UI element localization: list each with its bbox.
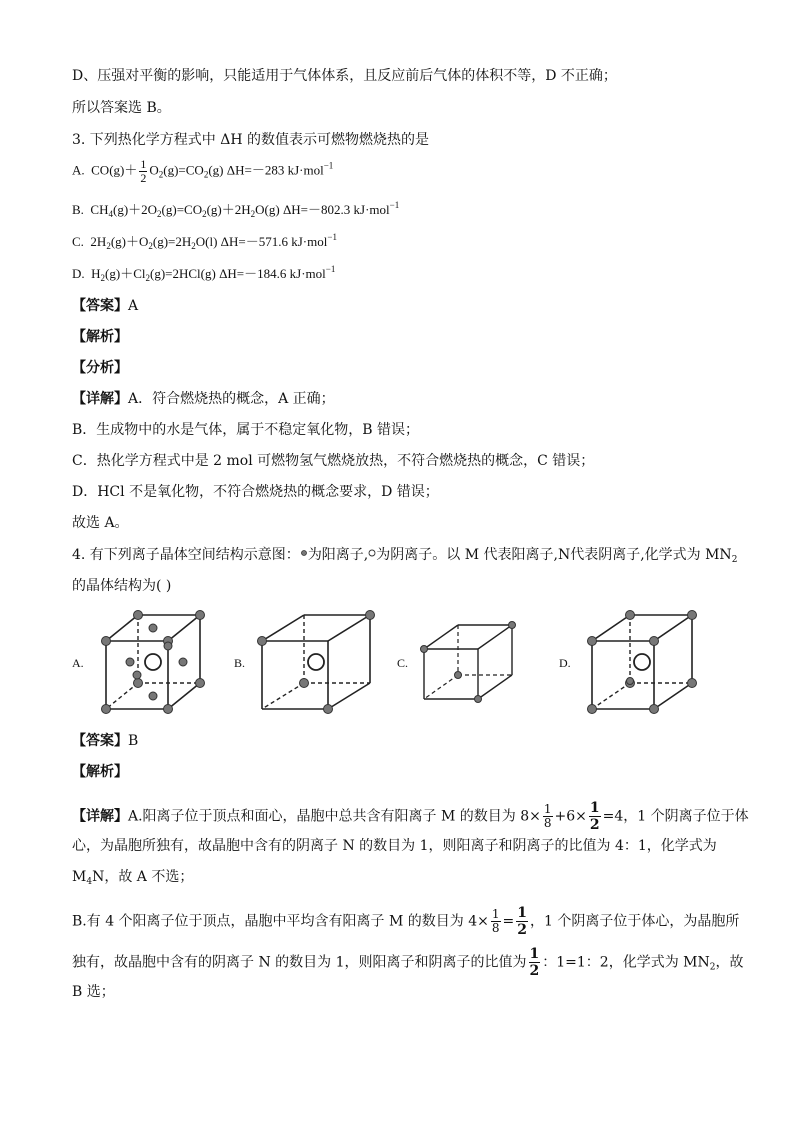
fraction-half: $\frac{1}{2}$ — [140, 157, 147, 185]
q4-detail-b-line1: B.有 4 个阳离子位于顶点，晶胞中平均含有阳离子 M 的数目为 4× $\frac{1}{8}$ = $\frac{1}{2}$ ，1 个阴离子位于体心，为晶胞所 — [72, 905, 740, 938]
answer-tag: 【答案】 — [72, 298, 128, 314]
cation-dot-icon — [300, 549, 308, 557]
exp: −1 — [327, 232, 337, 242]
q4-detail-b-line2: 独有，故晶胞中含有的阴离子 N 的数目为 1，则阳离子和阴离子的比值为 $\frac{1}{2}$ ：1=1：2，化学式为 $MN_2$，故 — [72, 946, 744, 979]
b-line2-pre: 独有，故晶胞中含有的阴离子 N 的数目为 1，则阳离子和阴离子的比值为 — [72, 954, 527, 971]
crystal-structure-b — [252, 605, 382, 723]
q4-stem-line1: 4. 有下列离子晶体空间结构示意图： 为阳离子, 为阴离子。以 M 代表阳离子,N代表阴离子,化学式为 $MN_2$ — [72, 547, 738, 565]
detail-a-text: A．符合燃烧热的概念，A 正确； — [128, 391, 335, 407]
q4-detail-a-line2: 心，为晶胞所独有，故晶胞中含有的阴离子 N 的数目为 1，则阳离子和阴离子的比值为 4：1，化学式为 — [72, 838, 717, 854]
option-b-label: B. — [72, 202, 84, 217]
b-line2-end: ，故 — [715, 954, 744, 971]
answer-tag: 【答案】 — [72, 733, 128, 749]
fraction-half: $\frac{1}{2}$ — [517, 905, 527, 938]
fraction-one-eighth: $\frac{1}{8}$ — [491, 907, 500, 935]
q3-detail-c: C．热化学方程式中是 2 mol 可燃物氢气燃烧放热，不符合燃烧热的概念，C 错误； — [72, 453, 595, 469]
q4-stem-line2: 的晶体结构为( ) — [72, 578, 172, 594]
cube-label-b: B. — [234, 656, 246, 670]
q3-detail-a — [72, 389, 335, 409]
crystal-structure-c — [416, 605, 522, 709]
b-text2: ，1 个阴离子位于体心，为晶胞所 — [530, 913, 740, 930]
q4-stem-part1: 4. 有下列离子晶体空间结构示意图： — [72, 547, 300, 563]
exp: −1 — [323, 160, 334, 171]
q3-jiexi: 【解析】 — [72, 329, 128, 345]
q4-detail-b-line3: B 选； — [72, 984, 115, 1000]
cube-label-a: A. — [72, 656, 84, 670]
q3-option-c: C. $2H_2(g)+O_2(g)=2H_2O(l)$ ΔH=－571.6 kJ·mol$^{-1}$ — [72, 232, 337, 251]
exp: −1 — [389, 200, 400, 210]
a-text2: ，1 个阴离子位于体 — [623, 808, 749, 825]
q3-conclusion: 故选 A。 — [72, 515, 129, 531]
fraction-half: $\frac{1}{2}$ — [589, 800, 600, 833]
option-d-label: D. — [72, 266, 85, 281]
option-c-dh: ΔH=－571.6 kJ·mol — [220, 234, 328, 249]
q4-stem-part2: 为阳离子, — [307, 547, 369, 563]
answer-value: B — [128, 733, 139, 749]
q3-detail-d: D．HCl 不是氧化物，不符合燃烧热的概念要求，D 错误； — [72, 484, 439, 500]
detail-tag: 【详解】 — [72, 391, 128, 407]
exp: −1 — [325, 264, 336, 274]
a-line3-pre: M — [72, 869, 87, 885]
q4-detail-a-line1: 【详解】A.阳离子位于顶点和面心，晶胞中总共含有阳离子 M 的数目为 8× $\frac{1}{8}$ +6× $\frac{1}{2}$ =4，1 个阴离子位于体 — [72, 800, 749, 833]
q4-stem-part3: 为阴离子。以 M 代表阳离子,N代表阴离子,化学式为 MN — [376, 547, 732, 563]
cube-label-d: D. — [559, 656, 571, 670]
b-line2-post: ：1=1：2，化学式为 MN — [542, 954, 710, 971]
option-c-label: C. — [72, 234, 84, 249]
a-text1: A.阳离子位于顶点和面心，晶胞中总共含有阳离子 M 的数目为 8× — [128, 808, 541, 825]
q3-option-b: B. $CH_4(g)+2O_2(g)=CO_2(g)+2H_2O(g)$ ΔH=－802.3 kJ·mol$^{-1}$ — [72, 200, 400, 219]
a-line3-post: N，故 A 不选； — [92, 869, 194, 885]
cube-label-c: C. — [397, 656, 409, 670]
answer-value: A — [128, 298, 139, 314]
q3-option-a: A. CO(g)＋ $\frac{1}{2}$ $O_2(g)=CO_2(g)$ ΔH=－283 kJ·mol$^{-1}$ — [72, 157, 334, 185]
q3-fenxi: 【分析】 — [72, 360, 128, 376]
q3-option-d: D. $H_2(g)+Cl_2(g)=2HCl(g)$ ΔH=－184.6 kJ·mol$^{-1}$ — [72, 264, 336, 283]
q4-answer — [72, 731, 138, 751]
option-d-dh: ΔH=－184.6 kJ·mol — [219, 266, 326, 281]
option-a-dh: ΔH=－283 kJ·mol — [226, 162, 324, 178]
q4-detail-a-line3: $M_4N$，故 A 不选； — [72, 869, 194, 887]
b-text1: B.有 4 个阳离子位于顶点，晶胞中平均含有阳离子 M 的数目为 4× — [72, 913, 489, 930]
q3-stem: 3. 下列热化学方程式中 ΔH 的数值表示可燃物燃烧热的是 — [72, 132, 430, 148]
q4-jiexi: 【解析】 — [72, 764, 128, 780]
intro-line-1: D、压强对平衡的影响，只能适用于气体体系，且反应前后气体的体积不等，D 不正确； — [72, 68, 617, 84]
option-b-dh: ΔH=－802.3 kJ·mol — [282, 202, 390, 217]
fraction-half: $\frac{1}{2}$ — [529, 946, 540, 979]
q3-answer — [72, 296, 138, 316]
q3-detail-b: B．生成物中的水是气体，属于不稳定氧化物，B 错误； — [72, 422, 420, 438]
crystal-structure-d — [582, 605, 706, 723]
intro-line-2: 所以答案选 B。 — [72, 100, 171, 116]
fraction-one-eighth: $\frac{1}{8}$ — [543, 802, 552, 830]
detail-tag: 【详解】 — [72, 808, 128, 825]
option-a-label: A. — [72, 162, 85, 178]
crystal-structure-a — [96, 605, 220, 723]
